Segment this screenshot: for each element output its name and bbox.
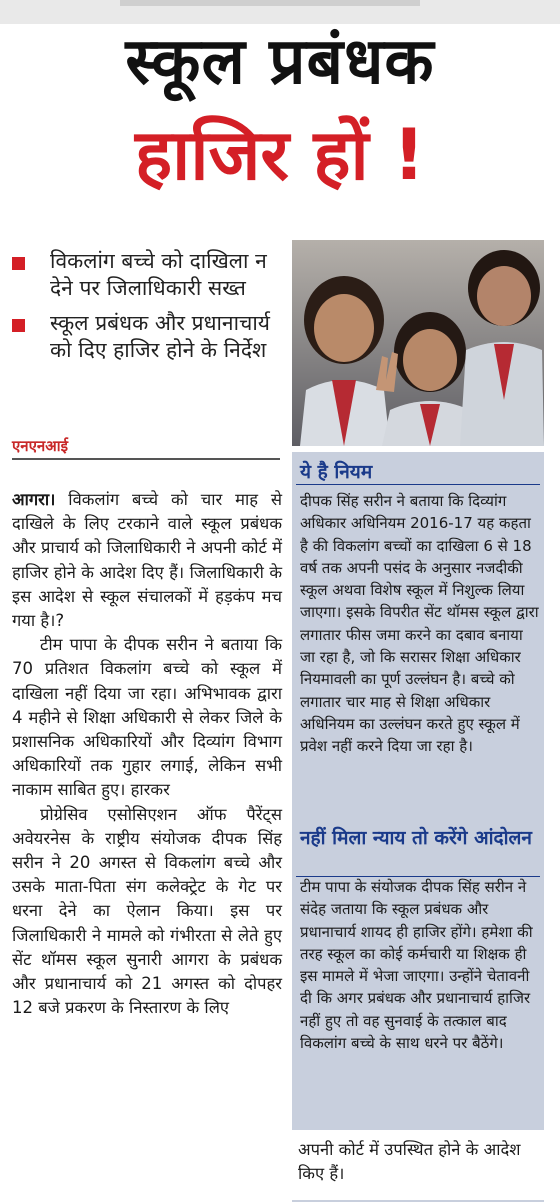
article-paragraph-1 (12, 488, 282, 633)
sidebar-title-protest: नहीं मिला न्याय तो करेंगे आंदोलन (300, 827, 532, 849)
highlight-bullets (12, 248, 282, 372)
red-square-icon (12, 257, 25, 270)
bullet-text: स्कूल प्रबंधक और प्रधानाचार्य को दिए हाजिर होने के निर्देश (50, 311, 270, 362)
red-square-icon (12, 319, 25, 332)
sidebar-rules-text: दीपक सिंह सरीन ने बताया कि दिव्यांग अधिकार अधिनियम 2016-17 यह कहता है की विकलांग बच्चों का दाखिला 6 से 18 वर्ष तक अपनी पसंद के अनुसार नजदीकी स्कूल अथवा विशेष स्कूल में निशुल्क लिया जाएगा। इसके विपरीत सेंट थॉमस स्कूल द्वारा लगातार फीस जमा करने का दबाव बनाया जा रहा है, जो कि सरासर शिक्षा अधिकार नियमावली का पूर्ण उल्लंघन है। बच्चे को लगातार चार माह से शिक्षा अधिकार अधिनियम का उल्लंघन करते हुए स्कूल में प्रवेश नहीं करने दिया जा रहा है। (300, 492, 539, 756)
top-strip-mark (120, 0, 420, 6)
sidebar-title-underline (296, 484, 540, 485)
bullet-text: विकलांग बच्चे को दाखिला न देने पर जिलाधिकारी सख्त (50, 249, 267, 300)
sidebar-title-rules: ये है नियम (300, 461, 373, 483)
students-photo (292, 240, 544, 446)
page-top-strip (0, 0, 560, 24)
bullet-item (12, 248, 282, 302)
divider-line (12, 458, 280, 460)
article-paragraph-4: अपनी कोर्ट में उपस्थित होने के आदेश किए हैं। (298, 1140, 521, 1183)
headline-line-2: हाजिर हों ! (135, 114, 425, 196)
headline-line-1: स्कूल प्रबंधक (125, 25, 435, 99)
agency-credit: एनएनआई (12, 437, 68, 455)
sidebar-protest-text: टीम पापा के संयोजक दीपक सिंह सरीन ने संदेह जताया कि स्कूल प्रबंधक और प्रधानाचार्य शायद ही हाजिर होंगे। हमेशा की तरह स्कूल का कोई कर्मचारी या शिक्षक ही इस मामले में भेजा जाएगा। उन्होंने चेतावनी दी कि अगर प्रबंधक और प्रधानाचार्य हाजिर नहीं हुए तो वह सुनवाई के तत्काल बाद विकलांग बच्चे के साथ धरने पर बैठेंगे। (300, 878, 533, 1053)
dateline: आगरा। (12, 490, 56, 509)
article-body (12, 488, 282, 1020)
bullet-item (12, 310, 282, 364)
paragraph-text: विकलांग बच्चे को चार माह से दाखिले के लिए टरकाने वाले स्कूल प्रबंधक और प्राचार्य को जिलाधिकारी ने अपनी कोर्ट में हाजिर होने के आदेश दिए हैं। जिलाधिकारी के इस आदेश से स्कूल संचालकों में हड़कंप मच गया है।? (12, 490, 283, 631)
article-paragraph-2: टीम पापा के दीपक सरीन ने बताया कि 70 प्रतिशत विकलांग बच्चे को स्कूल में दाखिला नहीं दिया जा रहा। अभिभावक द्वारा 4 महीने से शिक्षा अधिकारी से लेकर जिले के प्रशासनिक अधिकारियों और दिव्यांग विभाग अधिकारियों तक गुहार लगाई, लेकिन सभी नाकाम साबित हुए। हारकर (12, 635, 282, 800)
article-paragraph-3: प्रोग्रेसिव एसोसिएशन ऑफ पैरेंट्स अवेयरनेस के राष्ट्रीय संयोजक दीपक सिंह सरीन ने 20 अगस्त से विकलांग बच्चे और उसके माता-पिता संग कलेक्ट्रेट के गेट पर धरना देने का ऐलान किया। इस पर जिलाधिकारी ने मामले को गंभीरता से लेते हुए सेंट थॉमस स्कूल सुनारी आगरा के प्रबंधक और प्रधानाचार्य को 21 अगस्त को दोपहर 12 बजे प्रकरण के निस्तारण के लिए (12, 804, 282, 1018)
